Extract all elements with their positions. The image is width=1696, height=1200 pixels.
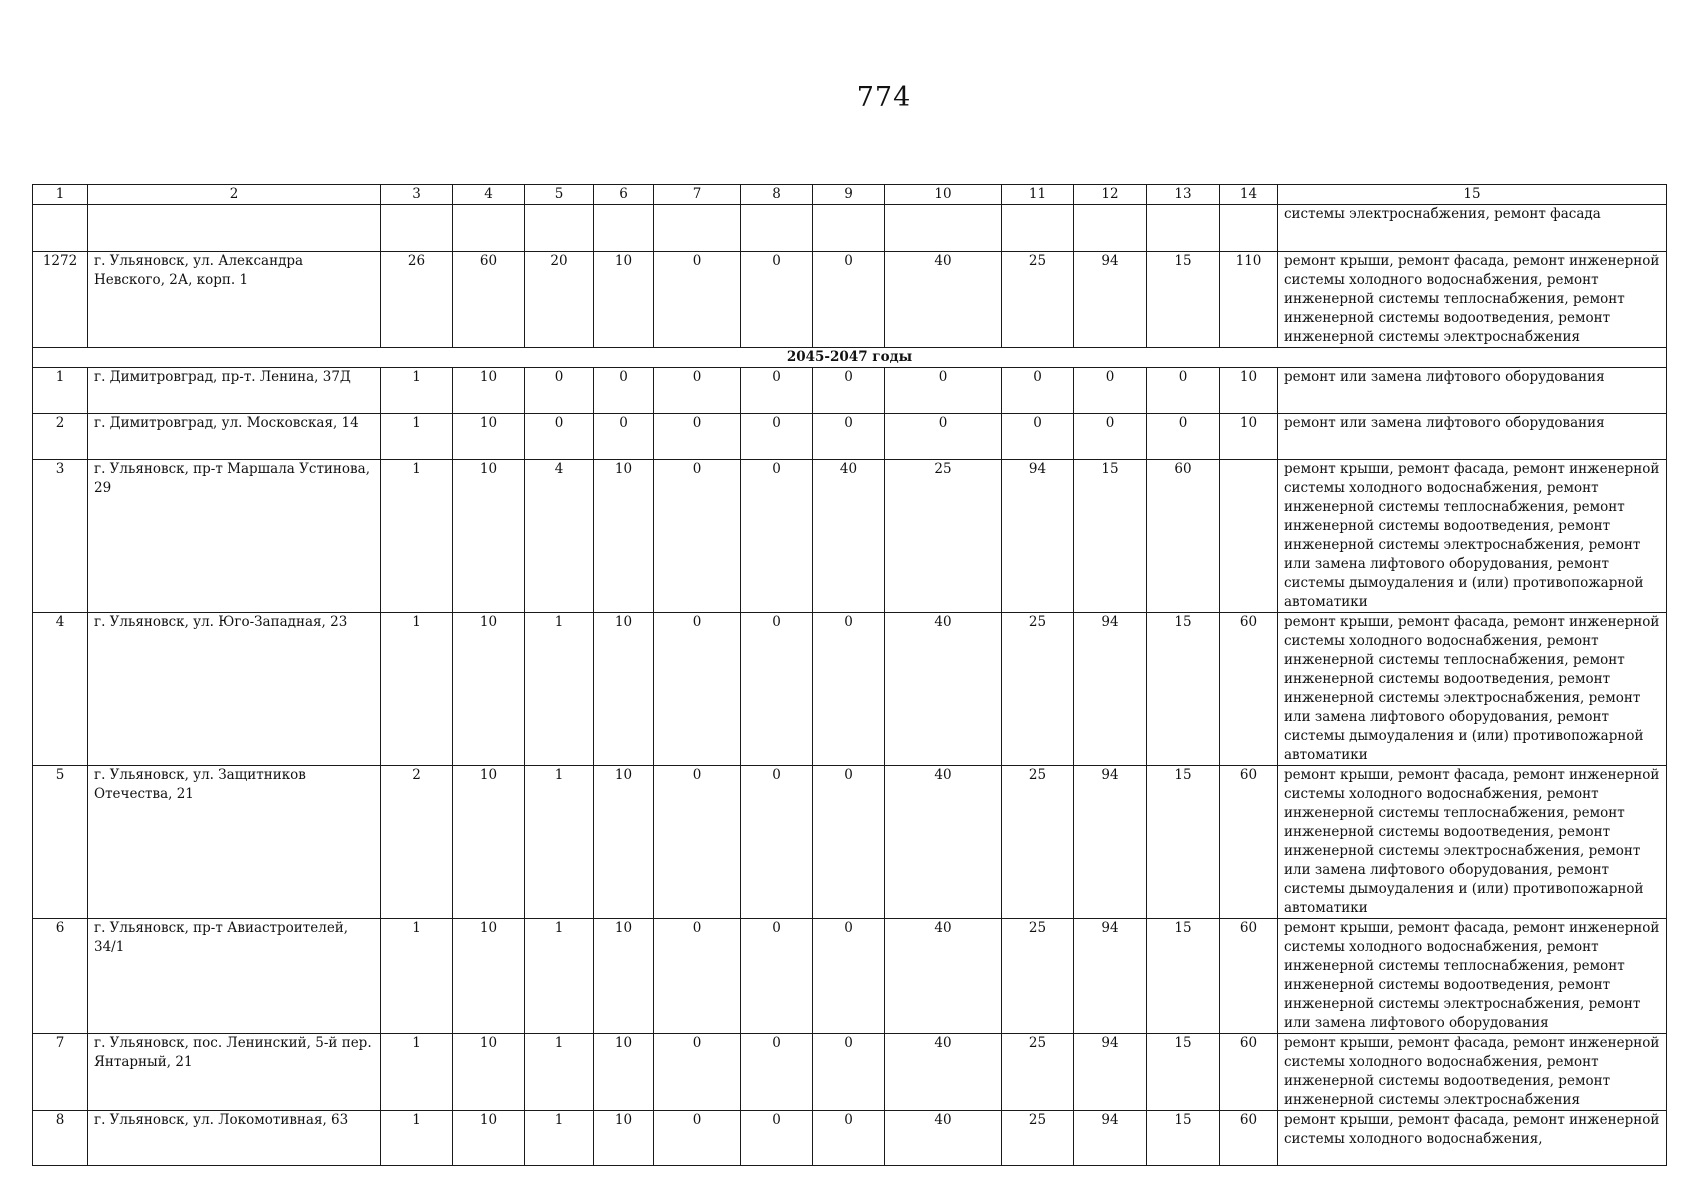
- section-title: 2045-2047 годы: [33, 348, 1667, 368]
- cell-address: г. Ульяновск, ул. Александра Невского, 2А, корп. 1: [88, 252, 381, 348]
- cell-col-10: 40: [885, 1034, 1002, 1111]
- cell-col-5: 1: [525, 1034, 594, 1111]
- cell-col-10: 40: [885, 1111, 1002, 1166]
- column-number: 5: [525, 185, 594, 205]
- table-row: [33, 1034, 1667, 1111]
- cell-col-14: [1220, 460, 1278, 613]
- cell-row-number: 1: [33, 368, 88, 414]
- cell-col-9: 0: [813, 613, 885, 766]
- cell-col-9: 0: [813, 414, 885, 460]
- cell-row-number: 5: [33, 766, 88, 919]
- cell-col-3: 1: [381, 368, 453, 414]
- cell-col-14: 60: [1220, 613, 1278, 766]
- cell-col-9: 40: [813, 460, 885, 613]
- cell-col-14: 60: [1220, 766, 1278, 919]
- cell-address: г. Ульяновск, ул. Защитников Отечества, 21: [88, 766, 381, 919]
- cell-col-14: [1220, 205, 1278, 252]
- cell-row-number: [33, 205, 88, 252]
- cell-work-types: ремонт крыши, ремонт фасада, ремонт инженерной системы холодного водоснабжения, ремонт инженерной системы теплоснабжения, ремонт инженерной системы водоотведения, ремонт инженерной системы электроснабжения, ремонт или замена лифтового оборудования, ремонт системы дымоудаления и (или) противопожарной автоматики: [1278, 613, 1667, 766]
- table-row: [33, 460, 1667, 613]
- cell-col-7: 0: [654, 919, 741, 1034]
- cell-col-13: 15: [1147, 766, 1220, 919]
- column-number: 15: [1278, 185, 1667, 205]
- cell-col-7: 0: [654, 613, 741, 766]
- cell-col-6: 0: [594, 414, 654, 460]
- cell-col-11: 25: [1002, 1034, 1074, 1111]
- cell-col-3: 1: [381, 414, 453, 460]
- cell-col-8: 0: [741, 919, 813, 1034]
- cell-col-8: 0: [741, 613, 813, 766]
- cell-col-10: 0: [885, 368, 1002, 414]
- cell-col-6: [594, 205, 654, 252]
- cell-col-4: 10: [453, 613, 525, 766]
- cell-col-4: 10: [453, 766, 525, 919]
- table-row: [33, 414, 1667, 460]
- cell-row-number: 4: [33, 613, 88, 766]
- cell-address: г. Димитровград, пр-т. Ленина, 37Д: [88, 368, 381, 414]
- cell-col-12: 0: [1074, 414, 1147, 460]
- table-row: [33, 252, 1667, 348]
- cell-col-7: [654, 205, 741, 252]
- cell-col-8: [741, 205, 813, 252]
- cell-col-4: 10: [453, 460, 525, 613]
- cell-col-7: 0: [654, 252, 741, 348]
- cell-address: г. Ульяновск, пр-т Маршала Устинова, 29: [88, 460, 381, 613]
- cell-col-8: 0: [741, 368, 813, 414]
- cell-col-13: 15: [1147, 252, 1220, 348]
- cell-row-number: 8: [33, 1111, 88, 1166]
- cell-address: г. Ульяновск, ул. Юго-Западная, 23: [88, 613, 381, 766]
- cell-col-5: [525, 205, 594, 252]
- page-number: 774: [856, 82, 912, 113]
- cell-col-4: 10: [453, 414, 525, 460]
- cell-col-7: 0: [654, 368, 741, 414]
- cell-col-9: 0: [813, 252, 885, 348]
- column-number: 7: [654, 185, 741, 205]
- cell-col-11: 25: [1002, 1111, 1074, 1166]
- table-row: [33, 919, 1667, 1034]
- cell-col-8: 0: [741, 766, 813, 919]
- cell-col-6: 10: [594, 766, 654, 919]
- cell-col-6: 10: [594, 613, 654, 766]
- cell-address: г. Ульяновск, пос. Ленинский, 5-й пер. Янтарный, 21: [88, 1034, 381, 1111]
- cell-col-13: [1147, 205, 1220, 252]
- cell-col-14: 60: [1220, 1034, 1278, 1111]
- cell-col-14: 60: [1220, 1111, 1278, 1166]
- cell-col-8: 0: [741, 252, 813, 348]
- cell-col-8: 0: [741, 460, 813, 613]
- cell-col-3: 1: [381, 613, 453, 766]
- cell-col-11: 25: [1002, 613, 1074, 766]
- cell-col-7: 0: [654, 414, 741, 460]
- cell-col-11: 94: [1002, 460, 1074, 613]
- column-number: 10: [885, 185, 1002, 205]
- cell-col-10: 40: [885, 613, 1002, 766]
- cell-col-9: [813, 205, 885, 252]
- cell-col-9: 0: [813, 1111, 885, 1166]
- cell-col-3: [381, 205, 453, 252]
- cell-col-4: [453, 205, 525, 252]
- cell-row-number: 6: [33, 919, 88, 1034]
- cell-work-types: ремонт крыши, ремонт фасада, ремонт инженерной системы холодного водоснабжения,: [1278, 1111, 1667, 1166]
- cell-col-9: 0: [813, 766, 885, 919]
- column-number: 1: [33, 185, 88, 205]
- cell-work-types: ремонт или замена лифтового оборудования: [1278, 414, 1667, 460]
- cell-col-11: 25: [1002, 766, 1074, 919]
- cell-col-6: 10: [594, 1034, 654, 1111]
- cell-col-13: 15: [1147, 919, 1220, 1034]
- cell-work-types: ремонт крыши, ремонт фасада, ремонт инженерной системы холодного водоснабжения, ремонт инженерной системы теплоснабжения, ремонт инженерной системы водоотведения, ремонт инженерной системы электроснабжения, ремонт или замена лифтового оборудования, ремонт системы дымоудаления и (или) противопожарной автоматики: [1278, 460, 1667, 613]
- cell-col-6: 10: [594, 1111, 654, 1166]
- cell-col-5: 1: [525, 613, 594, 766]
- cell-col-3: 1: [381, 1111, 453, 1166]
- cell-col-11: [1002, 205, 1074, 252]
- cell-col-12: 15: [1074, 460, 1147, 613]
- cell-work-types: ремонт или замена лифтового оборудования: [1278, 368, 1667, 414]
- cell-col-3: 26: [381, 252, 453, 348]
- column-number: 2: [88, 185, 381, 205]
- column-number-row: [33, 185, 1667, 205]
- cell-col-11: 0: [1002, 368, 1074, 414]
- cell-col-14: 110: [1220, 252, 1278, 348]
- cell-col-5: 1: [525, 919, 594, 1034]
- column-number: 14: [1220, 185, 1278, 205]
- table-row: [33, 766, 1667, 919]
- cell-col-6: 10: [594, 919, 654, 1034]
- cell-col-10: 40: [885, 252, 1002, 348]
- cell-col-4: 10: [453, 919, 525, 1034]
- cell-col-14: 10: [1220, 414, 1278, 460]
- register-table: [32, 184, 1667, 1166]
- cell-col-5: 1: [525, 766, 594, 919]
- cell-col-3: 2: [381, 766, 453, 919]
- cell-col-11: 25: [1002, 919, 1074, 1034]
- table-row: [33, 1111, 1667, 1166]
- cell-col-13: 0: [1147, 414, 1220, 460]
- cell-row-number: 2: [33, 414, 88, 460]
- cell-col-10: 25: [885, 460, 1002, 613]
- cell-row-number: 1272: [33, 252, 88, 348]
- cell-col-13: 15: [1147, 613, 1220, 766]
- cell-col-10: 0: [885, 414, 1002, 460]
- cell-col-13: 15: [1147, 1111, 1220, 1166]
- cell-col-10: 40: [885, 919, 1002, 1034]
- column-number: 4: [453, 185, 525, 205]
- column-number: 6: [594, 185, 654, 205]
- cell-work-types: ремонт крыши, ремонт фасада, ремонт инженерной системы холодного водоснабжения, ремонт инженерной системы водоотведения, ремонт инженерной системы электроснабжения: [1278, 1034, 1667, 1111]
- cell-col-9: 0: [813, 919, 885, 1034]
- cell-col-10: 40: [885, 766, 1002, 919]
- cell-col-5: 20: [525, 252, 594, 348]
- cell-col-3: 1: [381, 1034, 453, 1111]
- cell-col-5: 0: [525, 414, 594, 460]
- cell-work-types: ремонт крыши, ремонт фасада, ремонт инженерной системы холодного водоснабжения, ремонт инженерной системы теплоснабжения, ремонт инженерной системы водоотведения, ремонт инженерной системы электроснабжения: [1278, 252, 1667, 348]
- cell-col-3: 1: [381, 460, 453, 613]
- column-number: 13: [1147, 185, 1220, 205]
- cell-col-7: 0: [654, 766, 741, 919]
- cell-col-10: [885, 205, 1002, 252]
- cell-col-5: 0: [525, 368, 594, 414]
- cell-col-4: 10: [453, 1111, 525, 1166]
- cell-work-types: ремонт крыши, ремонт фасада, ремонт инженерной системы холодного водоснабжения, ремонт инженерной системы теплоснабжения, ремонт инженерной системы водоотведения, ремонт инженерной системы электроснабжения, ремонт или замена лифтового оборудования: [1278, 919, 1667, 1034]
- cell-col-12: 94: [1074, 766, 1147, 919]
- cell-col-12: [1074, 205, 1147, 252]
- cell-col-12: 0: [1074, 368, 1147, 414]
- cell-col-7: 0: [654, 1034, 741, 1111]
- cell-row-number: 7: [33, 1034, 88, 1111]
- cell-col-11: 0: [1002, 414, 1074, 460]
- cell-col-12: 94: [1074, 1111, 1147, 1166]
- column-number: 12: [1074, 185, 1147, 205]
- cell-col-6: 0: [594, 368, 654, 414]
- cell-col-6: 10: [594, 460, 654, 613]
- cell-col-8: 0: [741, 414, 813, 460]
- cell-col-5: 4: [525, 460, 594, 613]
- table-row: [33, 368, 1667, 414]
- cell-col-8: 0: [741, 1111, 813, 1166]
- cell-col-4: 60: [453, 252, 525, 348]
- cell-col-13: 15: [1147, 1034, 1220, 1111]
- cell-row-number: 3: [33, 460, 88, 613]
- cell-col-9: 0: [813, 368, 885, 414]
- column-number: 9: [813, 185, 885, 205]
- cell-col-5: 1: [525, 1111, 594, 1166]
- cell-col-9: 0: [813, 1034, 885, 1111]
- cell-col-7: 0: [654, 460, 741, 613]
- column-number: 11: [1002, 185, 1074, 205]
- cell-col-14: 60: [1220, 919, 1278, 1034]
- cell-col-3: 1: [381, 919, 453, 1034]
- cell-work-types: системы электроснабжения, ремонт фасада: [1278, 205, 1667, 252]
- cell-col-13: 60: [1147, 460, 1220, 613]
- cell-col-7: 0: [654, 1111, 741, 1166]
- cell-col-4: 10: [453, 368, 525, 414]
- cell-work-types: ремонт крыши, ремонт фасада, ремонт инженерной системы холодного водоснабжения, ремонт инженерной системы теплоснабжения, ремонт инженерной системы водоотведения, ремонт инженерной системы электроснабжения, ремонт или замена лифтового оборудования, ремонт системы дымоудаления и (или) противопожарной автоматики: [1278, 766, 1667, 919]
- cell-col-8: 0: [741, 1034, 813, 1111]
- cell-col-14: 10: [1220, 368, 1278, 414]
- cell-col-12: 94: [1074, 919, 1147, 1034]
- cell-address: [88, 205, 381, 252]
- cell-col-4: 10: [453, 1034, 525, 1111]
- cell-col-6: 10: [594, 252, 654, 348]
- cell-col-12: 94: [1074, 613, 1147, 766]
- table-row: [33, 613, 1667, 766]
- cell-col-12: 94: [1074, 252, 1147, 348]
- section-heading-row: [33, 348, 1667, 368]
- table-row: [33, 205, 1667, 252]
- cell-col-11: 25: [1002, 252, 1074, 348]
- cell-address: г. Димитровград, ул. Московская, 14: [88, 414, 381, 460]
- cell-col-13: 0: [1147, 368, 1220, 414]
- cell-col-12: 94: [1074, 1034, 1147, 1111]
- column-number: 3: [381, 185, 453, 205]
- cell-address: г. Ульяновск, ул. Локомотивная, 63: [88, 1111, 381, 1166]
- table-body: [33, 185, 1667, 1166]
- cell-address: г. Ульяновск, пр-т Авиастроителей, 34/1: [88, 919, 381, 1034]
- column-number: 8: [741, 185, 813, 205]
